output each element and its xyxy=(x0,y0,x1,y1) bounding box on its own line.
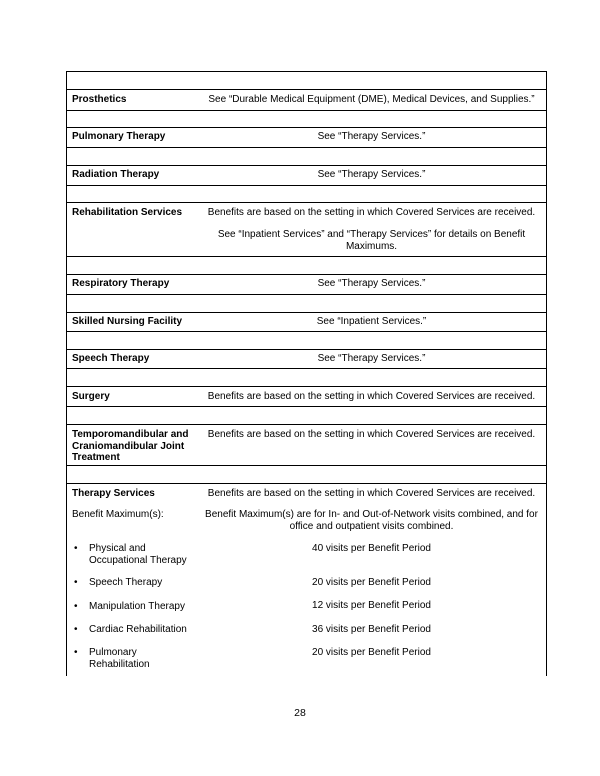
row-label-speech-therapy: Speech Therapy xyxy=(72,353,150,364)
table-rule xyxy=(66,147,547,148)
table-rule xyxy=(66,465,547,466)
table-rule xyxy=(66,406,547,407)
row-label-prosthetics: Prosthetics xyxy=(72,94,127,105)
therapy-item-value: 40 visits per Benefit Period xyxy=(312,543,431,554)
table-rule xyxy=(66,202,547,203)
table-rule xyxy=(66,274,547,275)
row-label-radiation-therapy: Radiation Therapy xyxy=(72,169,160,180)
row-value-rehabilitation-services: Benefits are based on the setting in which Covered Services are received. xyxy=(207,207,536,218)
row-value-skilled-nursing-facility: See “Inpatient Services.” xyxy=(316,316,427,327)
row-label-respiratory-therapy: Respiratory Therapy xyxy=(72,278,170,289)
row-value-tmj-treatment: Benefits are based on the setting in which Covered Services are received. xyxy=(207,429,536,440)
row-label-therapy-services: Therapy Services xyxy=(72,488,155,499)
row-value-speech-therapy: See “Therapy Services.” xyxy=(317,353,426,364)
therapy-item-label: Speech Therapy xyxy=(89,577,163,588)
therapy-item-value: 20 visits per Benefit Period xyxy=(312,647,431,658)
table-rule xyxy=(66,331,547,332)
row-value-surgery: Benefits are based on the setting in which Covered Services are received. xyxy=(207,391,536,402)
row-value-radiation-therapy: See “Therapy Services.” xyxy=(317,169,426,180)
therapy-item-label: Physical and Occupational Therapy xyxy=(89,543,187,566)
table-rule xyxy=(66,424,547,425)
table-rule xyxy=(66,89,547,90)
row-label-surgery: Surgery xyxy=(72,391,110,402)
row-label-rehabilitation-services: Rehabilitation Services xyxy=(72,207,183,218)
table-rule xyxy=(66,185,547,186)
bullet-icon: • xyxy=(74,577,78,588)
table-rule xyxy=(66,294,547,295)
benefit-maximum-value: Benefit Maximum(s) are for In- and Out-of-Network visits combined, and for office and outpatient visits combined. xyxy=(205,509,538,532)
row-value-prosthetics: See “Durable Medical Equipment (DME), Medical Devices, and Supplies.” xyxy=(208,94,535,105)
table-rule xyxy=(66,349,547,350)
table-rule xyxy=(66,368,547,369)
bullet-icon: • xyxy=(74,647,78,658)
table-rule xyxy=(66,165,547,166)
table-rule xyxy=(66,386,547,387)
table-rule xyxy=(66,256,547,257)
row-label-skilled-nursing-facility: Skilled Nursing Facility xyxy=(72,316,183,327)
page-number: 28 xyxy=(294,707,306,719)
bullet-icon: • xyxy=(74,624,78,635)
row-value-therapy-services: Benefits are based on the setting in which Covered Services are received. xyxy=(207,488,536,499)
row-note-rehabilitation-services: See “Inpatient Services” and “Therapy Services” for details on Benefit Maximums. xyxy=(217,229,526,252)
table-rule xyxy=(66,110,547,111)
table-rule xyxy=(66,312,547,313)
therapy-item-value: 36 visits per Benefit Period xyxy=(312,624,431,635)
bullet-icon: • xyxy=(74,543,78,554)
therapy-item-label: Cardiac Rehabilitation xyxy=(89,624,187,635)
benefit-maximum-label: Benefit Maximum(s): xyxy=(72,509,164,520)
bullet-icon: • xyxy=(74,601,78,612)
row-label-tmj-treatment: Temporomandibular and Craniomandibular Joint Treatment xyxy=(72,429,189,463)
therapy-item-label: Pulmonary Rehabilitation xyxy=(89,647,150,670)
therapy-item-value: 20 visits per Benefit Period xyxy=(312,577,431,588)
therapy-item-value: 12 visits per Benefit Period xyxy=(312,600,431,611)
therapy-item-label: Manipulation Therapy xyxy=(89,601,185,612)
table-rule xyxy=(66,483,547,484)
row-label-pulmonary-therapy: Pulmonary Therapy xyxy=(72,131,166,142)
row-value-pulmonary-therapy: See “Therapy Services.” xyxy=(317,131,426,142)
table-rule xyxy=(66,127,547,128)
row-value-respiratory-therapy: See “Therapy Services.” xyxy=(317,278,426,289)
